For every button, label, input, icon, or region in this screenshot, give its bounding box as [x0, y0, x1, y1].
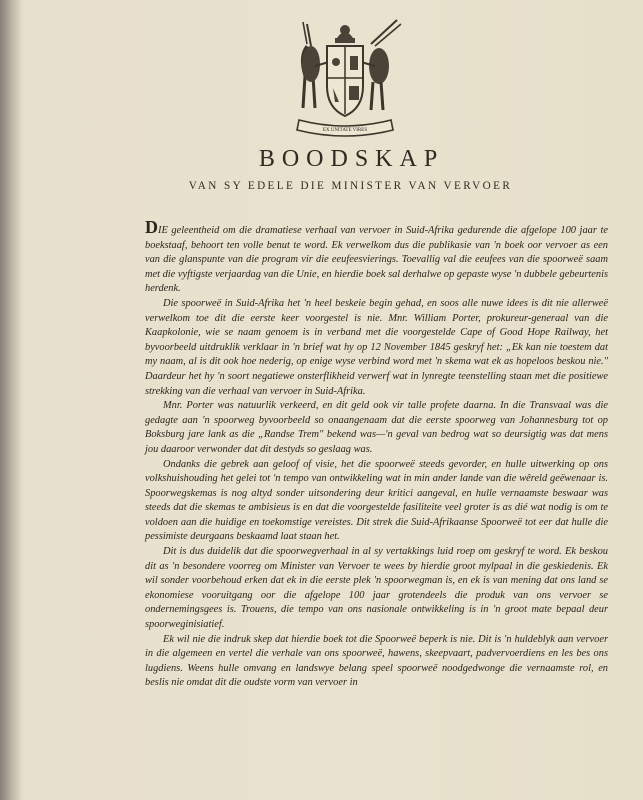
page-title: BOODSKAP: [258, 146, 445, 172]
paragraph-6: Ek wil nie die indruk skep dat hierdie boek tot die Spoorweë beperk is nie. Dit is 'n huldeblyk aan vervoer in die algemeen en vertel die verhale van ons spoorweë, hawens, skeepvaart, padvervoerdiens en les bes ons lugdiens. Weens hulle omvang en landswye belang speel spoorweë noodgedwonge die vernaamste rol, en beslis nie omdat dit die oudste vorm van vervoer in: [145, 633, 608, 689]
coat-of-arms-icon: [285, 16, 405, 142]
paragraph-2: Die spoorweë in Suid-Afrika het 'n heel beskeie begin gehad, en soos alle nuwe idees is dit nie allerweë verwelkom toe dit die eerste keer voorgestel is nie. Mnr. William Porter, prokureur-generaal van die Kaapkolonie, wie se naam genoem is in verband met die voorgestelde Cape of Good Hope Railway, het byvoorbeeld uitdruklik verklaar in 'n brief wat hy op 12 November 1845 geskryf het: „Ek kan nie toestem dat my naam, al is dit ook hoe nederig, op enige wyse verbind word met 'n skema wat ek as hopeloos beskou nie." Daardeur het hy 'n soort negatiewe onsterflikheid verwerf wat in lynregte teenstelling staan met die positiewe strekking van die verhaal van vervoer in Suid-Afrika.: [145, 297, 608, 397]
message-body: [145, 217, 608, 691]
paragraph-3: Mnr. Porter was natuurlik verkeerd, en dit geld ook vir talle profete daarna. In die Transvaal was die gedagte aan 'n spoorweg byvoorbeeld so onaangenaam dat die eerste spoorweg van Johannesburg tot op Boksburg jare lank as die „Randse Trem" bekend was—'n geval van bedrog wat so deursigtig was dat mens jou daaroor verwonder dat dit destyds so geslaag was.: [145, 400, 608, 455]
paragraph-4: Ondanks die gebrek aan geloof of visie, het die spoorweë steeds gevorder, en hulle uitwerking op ons volkshuishouding het gelei tot 'n tempo van ontwikkeling wat in min ander lande van die wêreld geëwenaar is. Spoorwegskemas is nog altyd sonder uitsondering deur kritici aangeval, en hulle vernaamste beswaar was steeds dat die skemas te ambisieus is en dat die voorgestelde fasiliteite veel groter is as dié wat nodig is om te voldoen aan die huidige en toekomstige vereistes. Dit strek die Suid-Afrikaanse Spoorweë tot eer dat hulle die pessimiste deurgaans beskaamd laat staan het.: [145, 458, 608, 543]
binding-shadow: [0, 0, 22, 800]
paragraph-1-text: IE geleentheid om die dramatiese verhaal van vervoer in Suid-Afrika gedurende die afgelope 100 jaar te boekstaaf, behoort ten volle benut te word. Ek verwelkom dus die publikasie van 'n boek oor vervoer as een van die glanspunte van die program vir die eeufeesvierings. Toevallig val die eeufees van die spoorweë saam met die vyftigste verjaardag van die Unie, en hierdie boek sal derhalwe op gepaste wyse 'n dubbele gebeurtenis herdenk.: [145, 225, 608, 295]
page-subtitle: VAN SY EDELE DIE MINISTER VAN VERVOER: [188, 180, 513, 192]
motto-text: EX UNITATE VIRES: [322, 128, 368, 133]
paragraph-5: Dit is dus duidelik dat die spoorwegverhaal in al sy vertakkings luid roep om geskryf te word. Ek beskou dit as 'n besondere voorreg om Minister van Vervoer te wees by hierdie groot mylpaal in die geskiedenis. Ek wil sonder voorbehoud erken dat ek in die eerste plek 'n spoorwegman is, en ek is van mening dat ons land se ekonomiese vooruitgang oor die afgelope 100 jaar grotendeels die produk van ons vervoer se ondernemingsgees is. Trouens, die tempo van ons nasionale ontwikkeling is in 'n groot mate bepaal deur spoorweginisiatief.: [145, 546, 608, 631]
drop-cap: D: [145, 217, 158, 237]
paragraph-1: [145, 217, 608, 297]
